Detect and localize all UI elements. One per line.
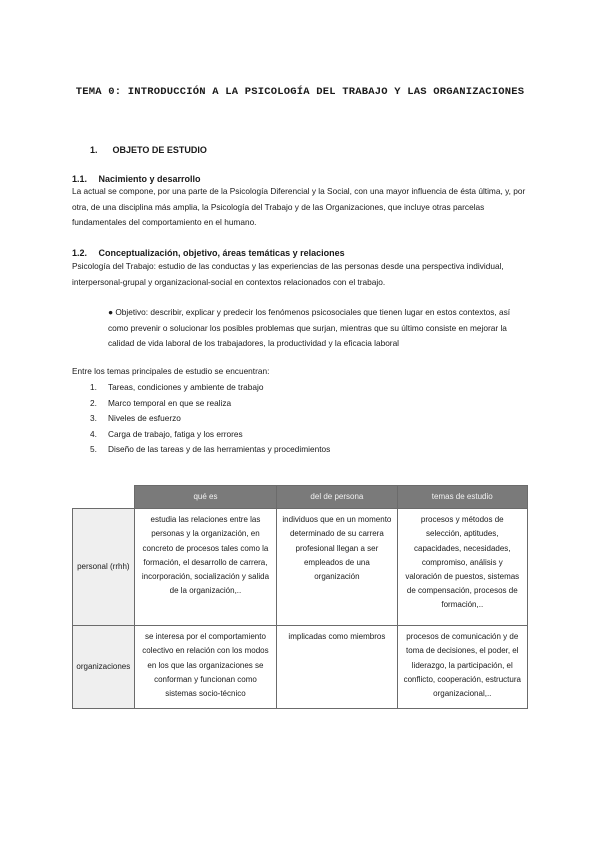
topics-list xyxy=(72,380,330,458)
row-header: organizaciones xyxy=(73,626,135,709)
comparison-table xyxy=(72,485,528,709)
section-heading xyxy=(90,145,207,155)
list-item: 4. Carga de trabajo, fatiga y los errores xyxy=(90,428,243,439)
table-corner xyxy=(73,486,135,509)
row-header: personal (rrhh) xyxy=(73,509,135,626)
list-item: 1. Tareas, condiciones y ambiente de trabajo xyxy=(90,382,264,392)
table-cell: estudia las relaciones entre las personas y la organización, en concreto de procesos tales como la formación, el desarrollo de carrera, incorporación, socialización y salida de la organización,.. xyxy=(134,509,277,626)
subsection-heading-1 xyxy=(72,174,201,184)
list-item: 2. Marco temporal en que se realiza xyxy=(90,397,232,408)
subsection-label: Nacimiento y desarrollo xyxy=(98,174,201,184)
table-row xyxy=(73,509,528,626)
table-cell: procesos y métodos de selección, aptitudes, capacidades, necesidades, compromiso, análisis y valoración de puestos, sistemas de compensación, procesos de formación,.. xyxy=(397,509,527,626)
subsection-label: Conceptualización, objetivo, áreas temáticas y relaciones xyxy=(98,248,345,258)
column-header: temas de estudio xyxy=(397,486,527,509)
table-cell: implicadas como miembros xyxy=(277,626,397,709)
table-row xyxy=(73,626,528,709)
table-cell: se interesa por el comportamiento colectivo en relación con los modos en los que las organizaciones se conforman y funcionan como sistemas socio-técnico xyxy=(134,626,277,709)
list-item: 3. Niveles de esfuerzo xyxy=(90,413,181,423)
objective-bullet: ● Objetivo: describir, explicar y predecir los fenómenos psicosociales que tienen lugar en estos contextos, así como prevenir o solucionar los posibles problemas que surjan, mientras que su último consiste en mejorar la calidad de vida laboral de los trabajadores, la productividad y la eficacia laboral xyxy=(108,307,511,348)
list-item: 5. Diseño de las tareas y de las herramientas y procedimientos xyxy=(90,444,331,454)
topics-intro: Entre los temas principales de estudio se encuentran: xyxy=(72,366,270,376)
document-title: TEMA 0: INTRODUCCIÓN A LA PSICOLOGÍA DEL TRABAJO Y LAS ORGANIZACIONES xyxy=(75,86,525,98)
table-cell: procesos de comunicación y de toma de decisiones, el poder, el liderazgo, la participación, el conflicto, cooperación, estructura organizacional,.. xyxy=(397,626,527,709)
table-cell: individuos que en un momento determinado de su carrera profesional llegan a ser empleados de una organización xyxy=(277,509,397,626)
table-header-row xyxy=(73,486,528,509)
column-header: qué es xyxy=(134,486,277,509)
paragraph-conceptualizacion: Psicología del Trabajo: estudio de las conductas y las experiencias de las personas desde una perspectiva individual, interpersonal-grupal y organizacional-social en contextos relacionados con el trabajo. xyxy=(72,261,504,287)
section-label: OBJETO DE ESTUDIO xyxy=(112,145,207,155)
column-header: del de persona xyxy=(277,486,397,509)
section-number: 1. xyxy=(90,145,98,155)
paragraph-nacimiento: La actual se compone, por una parte de la Psicología Diferencial y la Social, con una mayor influencia de ésta última, y, por otra, de una disciplina más amplia, la Psicología del Trabajo y de las Organizaciones, que incluye otras parcelas fundamentales del comportamiento en el humano. xyxy=(72,186,526,227)
subsection-number: 1.2. xyxy=(72,248,88,258)
subsection-heading-2 xyxy=(72,248,345,258)
subsection-number: 1.1. xyxy=(72,174,88,184)
